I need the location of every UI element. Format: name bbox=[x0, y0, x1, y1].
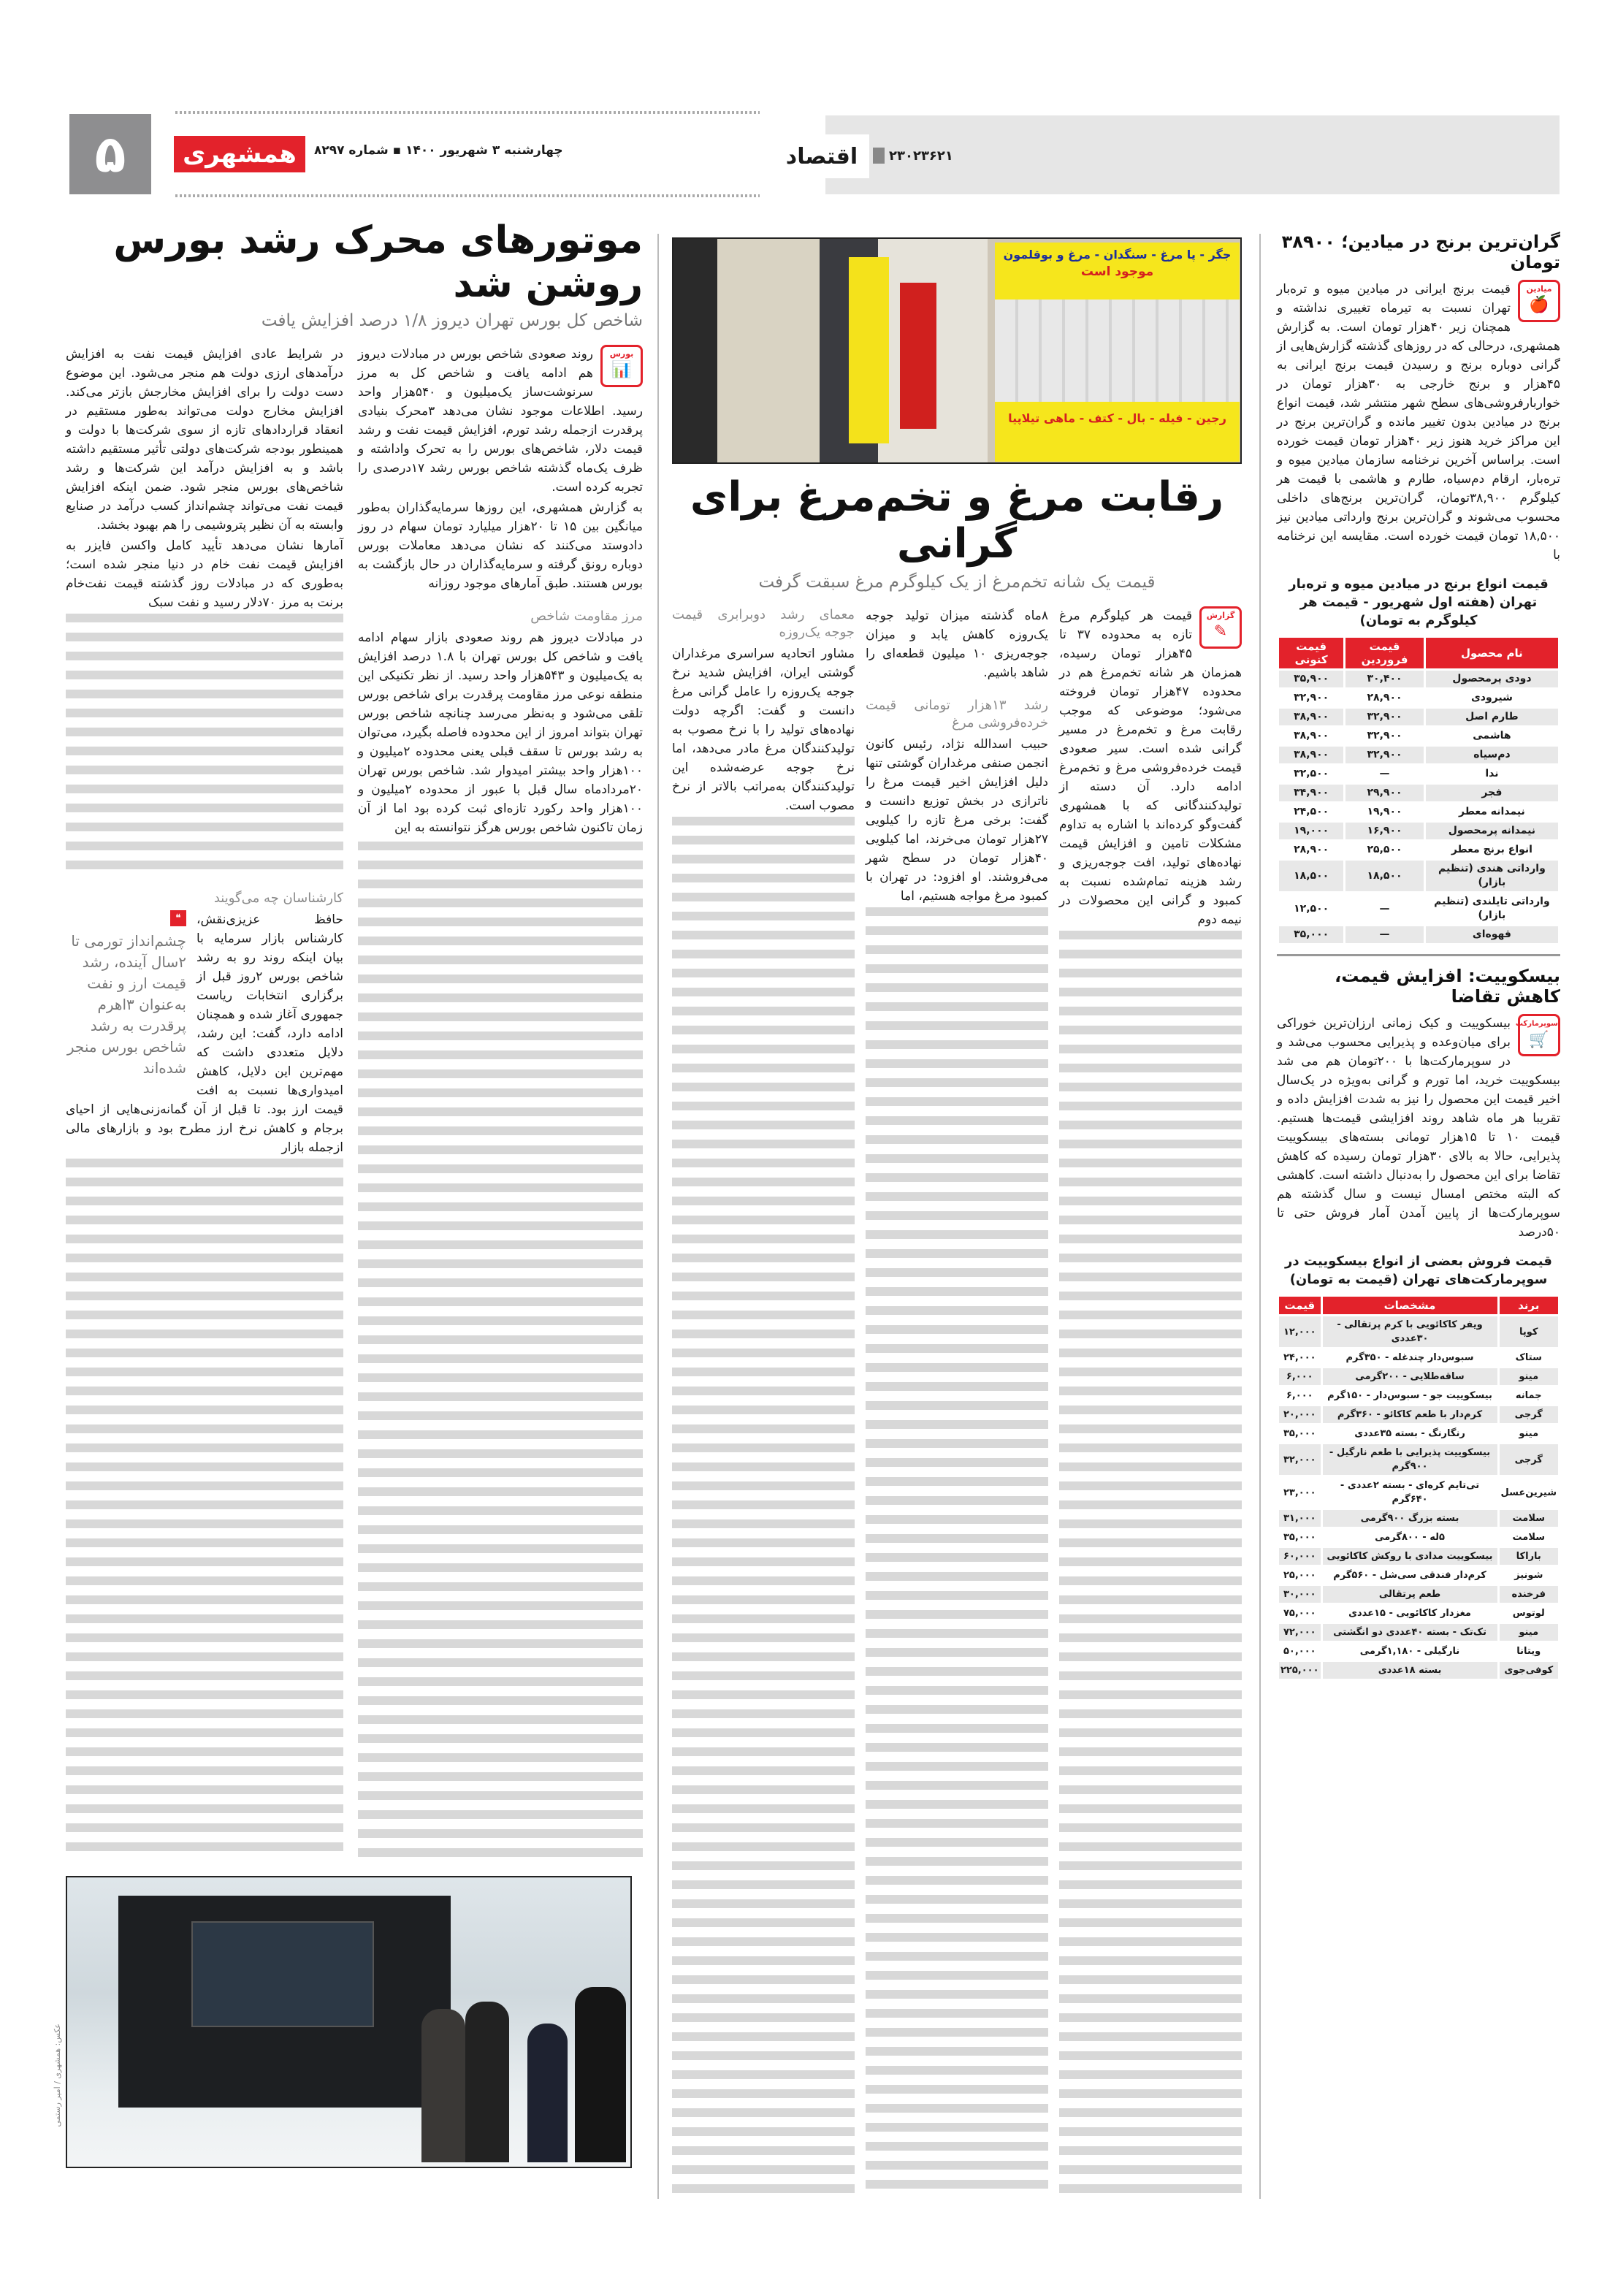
table-cell: ۳۱,۰۰۰ bbox=[1279, 1510, 1321, 1527]
table-cell: قهوه‌ای bbox=[1426, 926, 1558, 943]
table-cell: ۲۹,۹۰۰ bbox=[1345, 785, 1424, 801]
table-cell: شونیز bbox=[1514, 1570, 1543, 1582]
pen-icon: ✎ bbox=[1213, 622, 1228, 641]
table-row bbox=[1279, 1567, 1558, 1584]
subheading: معمای رشد دوبرابری قیمت جوجه یک‌روزه bbox=[672, 606, 855, 640]
table-cell: نارگیلی - ۱,۱۸۰گرمی bbox=[1359, 1646, 1460, 1658]
table-cell: ۱۸,۵۰۰ bbox=[1279, 861, 1343, 891]
bourse-badge: بورس 📊 bbox=[600, 345, 643, 387]
table-row bbox=[1279, 1624, 1558, 1641]
table-cell: کرم‌دار با طعم کاکائو - ۳۶۰گرم bbox=[1323, 1406, 1497, 1423]
table-cell: — bbox=[1345, 926, 1424, 943]
supermarket-badge: سوپرمارکت 🛒 bbox=[1518, 1014, 1560, 1056]
table-cell: شیرودی bbox=[1470, 692, 1513, 704]
body-text-lines bbox=[66, 1159, 343, 1859]
table-cell: ۳۲,۹۰۰ bbox=[1345, 747, 1424, 763]
column-header: قیمت bbox=[1279, 1297, 1321, 1314]
report-badge: گزارش ✎ bbox=[1199, 606, 1242, 649]
table-row bbox=[1279, 842, 1558, 858]
table-cell: بیسکوییت جو - سبوس‌دار - ۱۵۰گرم bbox=[1327, 1390, 1492, 1402]
poultry-column-3: معمای رشد دوبرابری قیمت جوجه یک‌روزه مشاور اتحادیه سراسری مرغداران گوشتی ایران، افزایش شدید نرخ جوجه یک‌روزه را عامل گرانی مرغ دانست و گفت: اگرچه دولت نهاده‌های تولید را با نرخ مصوب به تولیدکنندگان مرغ مادر می‌دهد، اما نرخ جوجه عرضه‌شده این تولیدکنندگان به‌مراتب بالاتر از نرخ مصوب است. bbox=[672, 606, 855, 2199]
bourse-headline: موتورهای محرک رشد بورس روشن شد bbox=[113, 218, 643, 306]
table-cell: گرجی bbox=[1500, 1444, 1558, 1475]
table-row bbox=[1279, 1586, 1558, 1603]
biscuit-body: سوپرمارکت 🛒 بیسکوییت و کیک زمانی ارزان‌ترین خوراکی برای میان‌وعده و پذیرایی محسوب می‌شد و در سوپرمارکت‌ها با ۲۰۰تومان هم می شد بیسکوییت خرید، اما تورم و گرانی به‌ویژه در یک‌سال اخیر قیمت این محصول را نیز به شدت افزایش داده و تقریبا هر ماه شاهد روند افزایشی قیمت‌ها هستیم. قیمت ۱۰ تا ۱۵هزار تومانی بسته‌های بیسکوییت پذیرایی، حالا به بالای ۳۰هزار تومان رسیده که کاهش تقاضا برای این محصول را به‌دنبال داشته است. کاهشی که البته مختص امسال نیست و سال گذشته هم سوپرمارکت‌ها از پایین آمدن آمار فروش حتی تا ۵۰درصد bbox=[1277, 1014, 1560, 1242]
table-row bbox=[1279, 1406, 1558, 1423]
table-cell: ۳۵,۰۰۰ bbox=[1283, 1428, 1316, 1440]
table-cell: گرجی bbox=[1500, 1406, 1558, 1423]
section-title: اقتصاد bbox=[774, 134, 869, 178]
biscuit-table bbox=[1277, 1294, 1560, 1681]
table-cell: لوتوس bbox=[1512, 1608, 1545, 1620]
table-row bbox=[1279, 785, 1558, 801]
phone-number bbox=[873, 148, 953, 164]
sign-top-text: جگر - پا مرغ - سنگدان - مرغ و بوقلمون bbox=[1003, 248, 1232, 262]
bar-chart-icon: 📊 bbox=[611, 360, 632, 379]
column-header: قیمت کنونی bbox=[1279, 638, 1343, 668]
bourse-subtitle: شاخص کل بورس تهران دیروز ۱/۸ درصد افزایش یافت bbox=[261, 310, 643, 330]
header-rule-top bbox=[175, 111, 760, 114]
table-cell: طعم پرتقالی bbox=[1323, 1586, 1497, 1603]
sign-mid-text: موجود است bbox=[1080, 264, 1154, 279]
table-row bbox=[1279, 766, 1558, 782]
table-row bbox=[1279, 1605, 1558, 1622]
poultry-headline: رقابت مرغ و تخم‌مرغ برای گرانی bbox=[690, 473, 1224, 568]
table-row bbox=[1279, 1444, 1558, 1475]
table-cell: ۳۲,۹۰۰ bbox=[1367, 730, 1402, 742]
table-cell: ۳۲,۹۰۰ bbox=[1345, 709, 1424, 725]
table-cell: بیسکوییت پذیرایی با طعم نارگیل - ۹۰۰گرم bbox=[1323, 1444, 1497, 1475]
table-cell: بسته ۱۸عددی bbox=[1323, 1662, 1497, 1679]
table-cell: بسته بزرگ ۹۰۰گرمی bbox=[1323, 1510, 1497, 1527]
quote-mark-icon: ❝ bbox=[170, 910, 186, 926]
table-cell: ۲۵,۰۰۰ bbox=[1283, 1570, 1316, 1582]
table-row bbox=[1279, 1477, 1558, 1508]
rice-table bbox=[1277, 636, 1560, 945]
table-cell: ۱۹,۹۰۰ bbox=[1367, 806, 1402, 818]
table-cell: ۳۰,۴۰۰ bbox=[1345, 671, 1424, 687]
body-text-lines bbox=[672, 817, 855, 2199]
table-cell: ۳۲,۹۰۰ bbox=[1294, 692, 1329, 704]
table-row bbox=[1279, 1662, 1558, 1679]
table-cell: ۵له - ۸۰۰گرمی bbox=[1375, 1532, 1445, 1544]
table-cell: ۳۸,۹۰۰ bbox=[1279, 709, 1343, 725]
table-cell: ۱۸,۵۰۰ bbox=[1345, 861, 1424, 891]
table-cell: رنگارنگ - بسته ۳۵عددی bbox=[1354, 1428, 1465, 1440]
table-cell: کوفی‌جوی bbox=[1500, 1662, 1558, 1679]
poultry-column-2: ۸ماه گذشته میزان تولید جوجه یک‌روزه کاهش یابد و میزان جوجه‌ریزی ۱۰ میلیون قطعه‌ای را شاهد باشیم. رشد ۱۳هزار تومانی قیمت خرده‌فروشی مرغ حبیب اسدالله نژاد، رئیس کانون انجمن صنفی مرغداران گوشتی تنها دلیل افزایش اخیر قیمت مرغ را ناترازی در بخش توزیع دانست و گفت: برخی مرغ تازه را کیلویی ۲۷هزار تومان می‌خرند، اما کیلویی ۴۰هزار تومان در سطح شهر می‌فروشند. او افزود: در تهران با کمبود مرغ مواجه هستیم، اما bbox=[866, 606, 1048, 2199]
table-cell: ۱۲,۰۰۰ bbox=[1279, 1316, 1321, 1347]
table-cell: ستاک bbox=[1515, 1352, 1542, 1364]
photo-credit: عکس: همشهری / امیر رستمی bbox=[53, 2024, 62, 2127]
cart-icon: 🛒 bbox=[1529, 1031, 1549, 1050]
table-cell: ۲۴,۵۰۰ bbox=[1294, 806, 1329, 818]
table-cell: ۳۵,۹۰۰ bbox=[1279, 671, 1343, 687]
table-cell: سلامت bbox=[1512, 1532, 1545, 1544]
table-row bbox=[1279, 1316, 1558, 1347]
table-cell: هاشمی bbox=[1473, 730, 1511, 742]
column-header: نام محصول bbox=[1426, 638, 1558, 668]
table-row bbox=[1279, 1368, 1558, 1385]
table-cell: ۱۹,۰۰۰ bbox=[1279, 823, 1343, 839]
pull-quote: ❝ چشم‌انداز تورمی تا ۲سال آینده، رشد قیمت ارز و نفت به‌عنوان ۳اهرم پرقدرت به رشد شاخص بورس منجر شده‌اند bbox=[66, 910, 186, 1079]
rice-table-title: قیمت انواع برنج در میادین میوه و تره‌بار تهران (هفته اول شهریور - قیمت هر کیلوگرم به تومان) bbox=[1289, 576, 1549, 629]
table-cell: انواع برنج معطر bbox=[1451, 844, 1532, 856]
table-row bbox=[1279, 1643, 1558, 1660]
table-cell: ۳۸,۹۰۰ bbox=[1294, 730, 1329, 742]
table-cell: بیسکوییت مدادی با روکش کاکائویی bbox=[1323, 1548, 1497, 1565]
column-divider bbox=[1259, 234, 1261, 2199]
column-header: مشخصات bbox=[1323, 1297, 1497, 1314]
table-cell: کوپا bbox=[1500, 1316, 1558, 1347]
table-cell: ۳۲,۰۰۰ bbox=[1279, 1444, 1321, 1475]
page-number: ۵ bbox=[69, 114, 151, 194]
table-row bbox=[1279, 1510, 1558, 1527]
apple-icon: 🍎 bbox=[1529, 296, 1549, 315]
newspaper-logo: همشهری bbox=[174, 136, 305, 172]
body-text-lines bbox=[66, 614, 343, 877]
table-cell: سلامت bbox=[1500, 1510, 1558, 1527]
table-row bbox=[1279, 1529, 1558, 1546]
body-text-lines bbox=[866, 907, 1048, 2199]
subheading: رشد ۱۳هزار تومانی قیمت خرده‌فروشی مرغ bbox=[866, 697, 1049, 731]
body-text-lines bbox=[358, 842, 643, 1859]
rice-body: میادین 🍎 قیمت برنج ایرانی در میادین میوه و تره‌بار تهران نسبت به تیرماه تغییری نداشته و همچنان زیر ۴۰هزار تومان است. به گزارش همشهری، درحالی که در روزهای گذشته گزارش‌هایی از گرانی دوباره برنج و رسیدن قیمت برنج ایرانی به ۴۵هزار و برنج خارجی به ۳۰هزار تومان در خواربارفروشی‌های سطح شهر منتشر شد، قیمت انواع برنج در میادین بدون تغییر مانده و گران‌ترین برنج در این مراکز خرید هنوز زیر ۴۰هزار تومان قیمت خورده است. براساس آخرین نرخنامه سازمان میادین میوه و تره‌بار، ارقام دم‌سیاه، طارم و هاشمی با قیمت هر کیلوگرم ۳۸,۹۰۰تومان، گران‌ترین برنج‌های داخلی محسوب می‌شوند و گران‌ترین برنج وارداتی میادین نیز ۱۸,۵۰۰ تومان قیمت خورده است. مقایسه این نرخنامه با bbox=[1277, 280, 1560, 565]
biscuit-price-table bbox=[1277, 1252, 1560, 1681]
table-cell: مینو bbox=[1519, 1428, 1539, 1440]
table-cell: ویفر کاکائویی با کرم پرتقالی - ۳۰عددی bbox=[1323, 1316, 1497, 1347]
table-cell: مینو bbox=[1500, 1624, 1558, 1641]
table-row bbox=[1279, 1425, 1558, 1442]
table-cell: وارداتی تایلندی (تنظیم بازار) bbox=[1434, 896, 1550, 922]
bourse-article bbox=[66, 219, 643, 1859]
table-row bbox=[1279, 926, 1558, 943]
table-cell: شیرین‌عسل bbox=[1500, 1487, 1557, 1498]
poultry-columns bbox=[672, 606, 1242, 2199]
table-cell: ۱۲,۵۰۰ bbox=[1294, 902, 1329, 915]
table-cell: جمانه bbox=[1515, 1390, 1542, 1402]
rice-headline: گران‌ترین برنج در میادین؛ ۳۸۹۰۰ تومان bbox=[1281, 232, 1560, 272]
table-cell: — bbox=[1379, 768, 1390, 780]
table-cell: ۲۴,۰۰۰ bbox=[1283, 1352, 1316, 1364]
table-row bbox=[1279, 823, 1558, 839]
column-header: برند bbox=[1500, 1297, 1558, 1314]
stock-board bbox=[191, 1921, 374, 2027]
table-cell: ندا bbox=[1485, 768, 1499, 780]
table-row bbox=[1279, 861, 1558, 891]
table-cell: ویتانا bbox=[1516, 1646, 1541, 1658]
header-rule-bottom bbox=[175, 194, 760, 197]
poultry-article bbox=[672, 237, 1242, 2199]
sign-bottom-text: رجین - فیله - بال - کتف - ماهی تیلاپیا bbox=[995, 402, 1240, 462]
table-row bbox=[1279, 1387, 1558, 1404]
table-cell: ۳۸,۹۰۰ bbox=[1279, 747, 1343, 763]
phone-icon bbox=[873, 148, 885, 164]
table-cell: مینو bbox=[1500, 1368, 1558, 1385]
table-cell: ۲۰,۰۰۰ bbox=[1279, 1406, 1321, 1423]
right-column bbox=[1277, 232, 1560, 1681]
biscuit-headline: بیسکوییت: افزایش قیمت، کاهش تقاضا bbox=[1335, 966, 1560, 1007]
table-cell: باراکا bbox=[1500, 1548, 1558, 1565]
table-cell: ۷۵,۰۰۰ bbox=[1283, 1608, 1316, 1620]
table-cell: ۷۲,۰۰۰ bbox=[1279, 1624, 1321, 1641]
column-divider bbox=[657, 234, 659, 2199]
table-cell: ۱۶,۹۰۰ bbox=[1345, 823, 1424, 839]
table-cell: کرم‌دار فندقی سی‌شل - ۵۶۰گرم bbox=[1333, 1570, 1486, 1582]
bourse-columns bbox=[66, 345, 643, 1859]
table-row bbox=[1279, 1349, 1558, 1366]
dateline: چهارشنبه ۳ شهریور ۱۴۰۰ ▪ شماره ۸۲۹۷ bbox=[314, 143, 563, 158]
table-cell: ۲۲۵,۰۰۰ bbox=[1279, 1662, 1321, 1679]
table-row bbox=[1279, 893, 1558, 924]
table-cell: طارم اصل bbox=[1426, 709, 1558, 725]
table-cell: ۲۵,۵۰۰ bbox=[1367, 844, 1402, 856]
table-cell: فرخنده bbox=[1500, 1586, 1558, 1603]
table-cell: ۶,۰۰۰ bbox=[1286, 1390, 1313, 1402]
table-cell: ۵۰,۰۰۰ bbox=[1283, 1646, 1316, 1658]
table-row bbox=[1279, 671, 1558, 687]
table-cell: ۲۸,۹۰۰ bbox=[1367, 692, 1402, 704]
table-cell: فجر bbox=[1426, 785, 1558, 801]
phone-text: ۲۳۰۲۳۶۲۱ bbox=[889, 148, 953, 164]
table-cell: نیمدانه پرمحصول bbox=[1426, 823, 1558, 839]
table-cell: تی‌تایم کره‌ای - بسته ۲عددی - ۶۴۰گرم bbox=[1340, 1480, 1480, 1506]
table-cell: ۳۵,۰۰۰ bbox=[1279, 926, 1343, 943]
table-cell: ۳۲,۵۰۰ bbox=[1294, 768, 1329, 780]
fields-badge: میادین 🍎 bbox=[1518, 280, 1560, 322]
body-text-lines bbox=[1059, 931, 1242, 2199]
table-cell: نیمدانه معطر bbox=[1459, 806, 1525, 818]
table-row bbox=[1279, 709, 1558, 725]
poultry-subtitle: قیمت یک شانه تخم‌مرغ از یک کیلوگرم مرغ سبقت گرفت bbox=[758, 572, 1156, 592]
table-row bbox=[1279, 1548, 1558, 1565]
table-cell: ۳۵,۰۰۰ bbox=[1283, 1532, 1316, 1544]
table-cell: دم‌سیاه bbox=[1426, 747, 1558, 763]
table-cell: سبوس‌دار چندغله - ۳۵۰گرم bbox=[1345, 1352, 1474, 1364]
bourse-column-2: در شرایط عادی افزایش قیمت نفت به افزایش درآمدهای ارزی دولت هم منجر می‌شود. این موضوع دست دولت را برای افزایش مخارجش بازتر می‌کند. افزایش مخارج دولت می‌تواند به‌طور مستقیم در انعقاد قراردادهای تازه از سوی شرکت‌ها با دولت و همینطور بودجه شرکت‌های دولتی تأثیر مستقیم داشته باشد و به افزایش درآمد این شرکت‌ها و رشد شاخص‌های بورس منجر شود. ضمن اینکه افزایش قیمت نفت می‌تواند چشم‌انداز کسب درآمد در صنایع وابسته به آن نظیر پتروشیمی را هم بهبود بخشد. آمارها نشان می‌دهد تأیید کامل واکسن فایزر به افزایش قیمت نفت خام در دنیا منجر شده است؛ به‌طوری که در مبادلات روز گذشته قیمت نفت‌خام برنت به مرز ۷۰دلار رسید و نفت سبک کارشناسان چه می‌گویند ❝ چشم‌انداز تورمی تا ۲سال آینده، رشد قیمت ارز و نفت به‌عنوان ۳اهرم پرقدرت به رشد شاخص بورس منجر شده‌اند حافظ عزیزی‌نقش، کارشناس بازار سرمایه با بیان اینکه روند رو به رشد شاخص بورس ۲روز قبل از برگزاری انتخابات ریاست جمهوری آغاز شده و همچنان ادامه دارد، گفت: این رشد، دلایل متعددی داشت که مهم‌ترین این دلایل، کاهش امیدواری‌ها نسبت به افت قیمت ارز بود. تا قبل از آن گمانه‌زنی‌هایی از احیای برجام و کاهش نرخ ارز مطرح بود و بازارهای مالی ازجمله بازار bbox=[66, 345, 343, 1859]
table-cell: دودی پرمحصول bbox=[1426, 671, 1558, 687]
table-cell: مغزدار کاکائویی - ۱۵عددی bbox=[1348, 1608, 1471, 1620]
table-cell: ۳۴,۹۰۰ bbox=[1279, 785, 1343, 801]
table-cell: ۳۰,۰۰۰ bbox=[1279, 1586, 1321, 1603]
table-cell: تک‌تک - بسته ۴۰عددی دو انگشتی bbox=[1323, 1624, 1497, 1641]
table-cell: — bbox=[1379, 902, 1390, 915]
table-row bbox=[1279, 728, 1558, 744]
divider bbox=[1277, 954, 1560, 956]
table-cell: ۲۸,۹۰۰ bbox=[1294, 844, 1329, 856]
table-cell: وارداتی هندی (تنظیم بازار) bbox=[1426, 861, 1558, 891]
rice-price-table bbox=[1277, 575, 1560, 945]
poultry-shop-photo bbox=[672, 237, 1242, 464]
subheading: کارشناسان چه می‌گویند bbox=[213, 890, 343, 906]
stock-exchange-photo bbox=[66, 1876, 632, 2168]
table-row bbox=[1279, 747, 1558, 763]
table-row bbox=[1279, 804, 1558, 820]
table-cell: ساقه‌طلایی - ۲۰۰گرمی bbox=[1323, 1368, 1497, 1385]
table-cell: ۲۳,۰۰۰ bbox=[1283, 1487, 1316, 1498]
column-header: قیمت فروردین bbox=[1345, 638, 1424, 668]
table-cell: ۶,۰۰۰ bbox=[1279, 1368, 1321, 1385]
subheading: مرز مقاومت شاخص bbox=[530, 608, 643, 624]
bourse-column-1: بورس 📊 روند صعودی شاخص بورس در مبادلات دیروز هم ادامه یافت و شاخص کل به مرز سرنوشت‌ساز یک‌میلیون و ۵۴۰هزار واحد رسید. اطلاعات موجود نشان می‌دهد ۳محرک بنیادی پرقدرت ازجمله رشد تورم، افزایش قیمت نفت و رشد قیمت دلار، شاخص‌های بورس را به تحرک واداشته و ظرف یک‌ماه گذشته شاخص بورس رشد ۱۷درصدی را تجربه کرده است. به گزارش همشهری، این روزها سرمایه‌گذاران به‌طور میانگین بین ۱۵ تا ۲۰هزار میلیارد تومان سهام در روز دادوستد می‌کنند که نشان می‌دهد معاملات بورس دوباره رونق گرفته و سرمایه‌گذاران در حال بازگشت به بورس هستند. طبق آمارهای موجود روزانه مرز مقاومت شاخص در مبادلات دیروز هم روند صعودی بازار سهام ادامه یافت و شاخص کل بورس تهران با ۱.۸ درصد افزایش به یک‌میلیون و ۵۴۳هزار واحد رسید. از نظر تکنیکی این منطقه نوعی مرز مقاومت پرقدرت برای شاخص بورس تلقی می‌شود و به‌نظر می‌رسد چنانچه شاخص بورس تهران بتواند امروز از این محدوده فاصله بگیرد، می‌توان به رشد بورس تا سقف قبلی یعنی محدوده ۲میلیون و ۱۰۰هزار واحد بیشتر امیدوار شد. شاخص بورس تهران ۲۰مردادماه سال قبل با عبور از محدوده ۲میلیون و ۱۰۰هزار واحد رکورد تازه‌ای ثبت کرده بود اما از آن زمان تاکنون شاخص بورس هرگز نتوانسته به این bbox=[358, 345, 643, 1859]
poultry-column-1: گزارش ✎ قیمت هر کیلوگرم مرغ تازه به محدوده ۳۷ تا ۴۵هزار تومان رسیده، همزمان هر شانه تخم‌مرغ هم در محدوده ۴۷هزار تومان فروخته می‌شود؛ موضوعی که موجب رقابت مرغ و تخم‌مرغ در مسیر گرانی شده است. سیر صعودی قیمت خرده‌فروشی مرغ و تخم‌مرغ ادامه دارد. آن دسته از تولیدکنندگانی که با همشهری گفت‌وگو کرده‌اند با اشاره به تداوم مشکلات تامین و افزایش قیمت نهاده‌های تولید، افت جوجه‌ریزی و رشد هزینه تمام‌شده نسبت به کمبود و گرانی این محصولات در نیمه دوم bbox=[1059, 606, 1242, 2199]
poultry-title-block bbox=[672, 474, 1242, 593]
biscuit-table-title: قیمت فروش بعضی از انواع بیسکوییت در سوپرمارکت‌های تهران (قیمت به تومان) bbox=[1285, 1254, 1552, 1288]
table-cell: ۶۰,۰۰۰ bbox=[1279, 1548, 1321, 1565]
table-row bbox=[1279, 690, 1558, 706]
